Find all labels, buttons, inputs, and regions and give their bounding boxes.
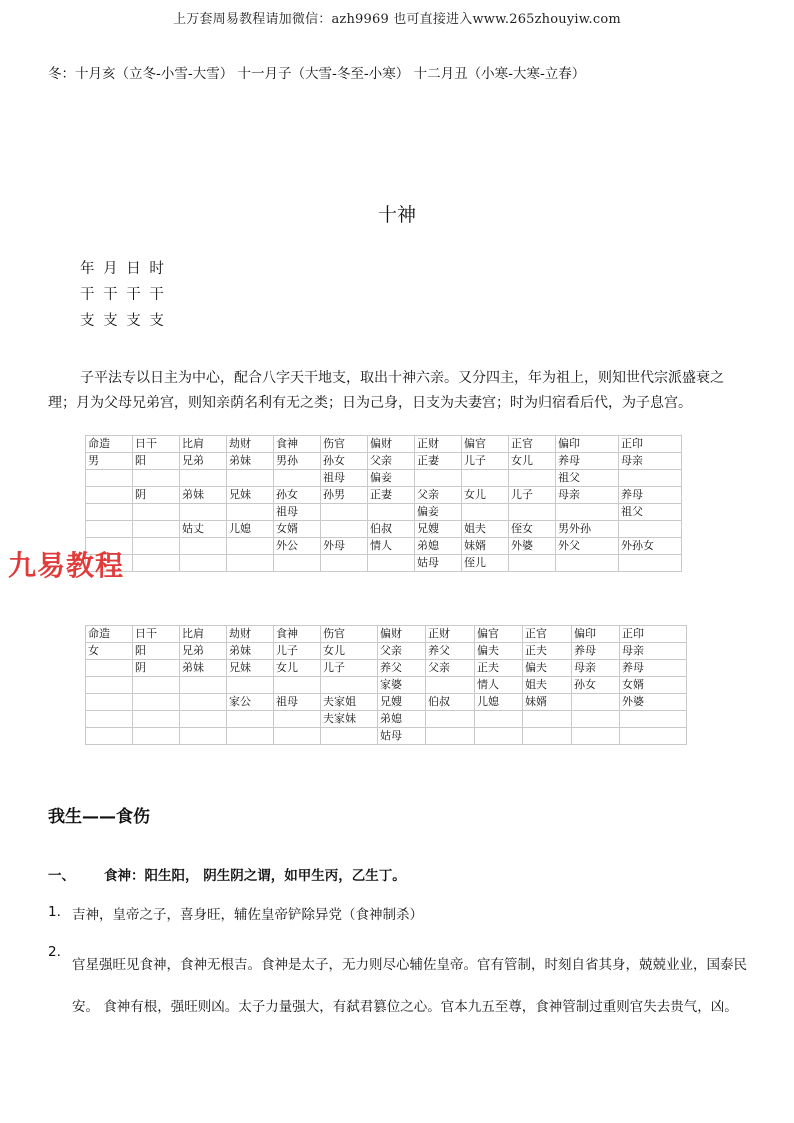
- female-kinship-table: [85, 625, 687, 745]
- table-cell: [133, 711, 180, 728]
- table-cell: 夫家妹: [321, 711, 378, 728]
- table-cell: 孙女: [321, 453, 368, 470]
- table-cell: [133, 470, 180, 487]
- table-cell: [321, 521, 368, 538]
- table-cell: [227, 728, 274, 745]
- table-cell: 女儿: [509, 453, 556, 470]
- table-cell: [86, 660, 133, 677]
- table-cell: 父亲: [368, 453, 415, 470]
- table-cell: 兄弟: [180, 453, 227, 470]
- table-cell: [572, 728, 620, 745]
- table-cell: 养母: [556, 453, 619, 470]
- table-cell: 父亲: [378, 643, 426, 660]
- table-cell: [475, 728, 523, 745]
- pillars-row-stem: 干 干 干 干: [80, 287, 166, 303]
- pillars-row-position: 年 月 日 时: [80, 261, 166, 277]
- table-cell: [133, 677, 180, 694]
- four-pillars-block: [80, 256, 166, 334]
- table-cell: [368, 504, 415, 521]
- table-cell: [321, 555, 368, 572]
- table-cell: [462, 470, 509, 487]
- table-cell: 弟妹: [227, 643, 274, 660]
- table-cell: 外母: [321, 538, 368, 555]
- table-cell: [227, 711, 274, 728]
- table-row: [86, 555, 682, 572]
- table-cell: [509, 555, 556, 572]
- table-row: [86, 677, 687, 694]
- table-cell: 养母: [572, 643, 620, 660]
- table-cell: 外公: [274, 538, 321, 555]
- table-cell: 母亲: [556, 487, 619, 504]
- table-cell: 偏妾: [415, 504, 462, 521]
- table-header-cell: 日干: [133, 436, 180, 453]
- table-cell: 男外孙: [556, 521, 619, 538]
- table-cell: 男孙: [274, 453, 321, 470]
- table-row: [86, 694, 687, 711]
- table-cell: 家公: [227, 694, 274, 711]
- list-item-number: 2.: [48, 944, 61, 960]
- table-cell: [86, 487, 133, 504]
- sub-heading-number: 一、: [48, 868, 75, 884]
- table-cell: 妹婿: [523, 694, 572, 711]
- table-header-row: [86, 436, 682, 453]
- sub-heading-text: 食神：阳生阳， 阴生阴之谓，如甲生丙，乙生丁。: [104, 868, 406, 884]
- table-cell: [227, 677, 274, 694]
- table-cell: [133, 521, 180, 538]
- table-header-cell: 比肩: [180, 626, 227, 643]
- table-cell: 外婆: [620, 694, 687, 711]
- table-cell: [523, 711, 572, 728]
- table-cell: [227, 555, 274, 572]
- table-cell: 情人: [475, 677, 523, 694]
- table-header-cell: 伤官: [321, 626, 378, 643]
- table-cell: 孙女: [274, 487, 321, 504]
- table-cell: [556, 555, 619, 572]
- male-kinship-table: [85, 435, 682, 572]
- table-cell: [274, 470, 321, 487]
- table-cell: [180, 470, 227, 487]
- intro-paragraph: 子平法专以日主为中心，配合八字天干地支，取出十神六亲。又分四主，年为祖上，则知世代宗派盛衰之理；月为父母兄弟宫，则知亲荫名利有无之类；日为己身，日支为夫妻宫；时为归宿看后代，为子息宫。: [48, 370, 724, 411]
- table-cell: 外婆: [509, 538, 556, 555]
- table-cell: 姑丈: [180, 521, 227, 538]
- table-cell: [619, 555, 682, 572]
- table-cell: [227, 470, 274, 487]
- table-cell: 偏妾: [368, 470, 415, 487]
- table-cell: [509, 504, 556, 521]
- table-cell: 父亲: [426, 660, 475, 677]
- table-cell: 女儿: [321, 643, 378, 660]
- table-cell: 姐夫: [523, 677, 572, 694]
- table-cell: 母亲: [620, 643, 687, 660]
- table-cell: 女婿: [620, 677, 687, 694]
- section-title: 我生——食伤: [48, 807, 150, 827]
- table-cell: 正妻: [415, 453, 462, 470]
- table-cell: 儿子: [462, 453, 509, 470]
- table-cell: 正夫: [523, 643, 572, 660]
- table-cell: 儿子: [509, 487, 556, 504]
- table-cell: 妹婿: [462, 538, 509, 555]
- table-cell: 弟妹: [180, 660, 227, 677]
- table-row: [86, 728, 687, 745]
- table-cell: [509, 470, 556, 487]
- table-cell: [620, 711, 687, 728]
- table-header-cell: 正印: [619, 436, 682, 453]
- table-cell: 姐夫: [462, 521, 509, 538]
- list-item-text: 官星强旺见食神，食神无根吉。食神是太子，无力则尽心辅佐皇帝。官有管制，时刻自省其身，兢兢业业，国泰民安。 食神有根，强旺则凶。太子力量强大，有弑君篡位之心。官本九五至尊，食神管制过重则官失去贵气，凶。: [72, 957, 747, 1015]
- table-header-cell: 偏官: [475, 626, 523, 643]
- table-cell: [462, 504, 509, 521]
- winter-months-line: 冬：十月亥（立冬-小雪-大雪） 十一月子（大雪-冬至-小寒） 十二月丑（小寒-大寒-立春）: [48, 66, 586, 82]
- table-header-cell: 正财: [426, 626, 475, 643]
- table-cell: [321, 728, 378, 745]
- table-cell: 女: [86, 643, 133, 660]
- table-cell: [321, 677, 378, 694]
- list-item-number: 1.: [48, 904, 61, 920]
- table-cell: [426, 728, 475, 745]
- table-cell: 孙男: [321, 487, 368, 504]
- table-cell: 伯叔: [368, 521, 415, 538]
- table-cell: [321, 504, 368, 521]
- table-cell: 男: [86, 453, 133, 470]
- pillars-row-branch: 支 支 支 支: [80, 313, 166, 329]
- table-header-cell: 正官: [523, 626, 572, 643]
- table-cell: 儿媳: [227, 521, 274, 538]
- page-title: 十神: [377, 204, 416, 226]
- table-cell: [227, 538, 274, 555]
- list-item-text: 吉神，皇帝之子，喜身旺，辅佐皇帝铲除异党（食神制杀）: [72, 907, 423, 923]
- table-cell: 姑母: [415, 555, 462, 572]
- table-cell: 儿媳: [475, 694, 523, 711]
- table-cell: [619, 470, 682, 487]
- list-item: [48, 944, 758, 1028]
- table-cell: [572, 711, 620, 728]
- table-cell: [180, 504, 227, 521]
- table-header-cell: 食神: [274, 626, 321, 643]
- table-cell: 姑母: [378, 728, 426, 745]
- table-row: [86, 504, 682, 521]
- table-header-cell: 偏印: [572, 626, 620, 643]
- table-row: [86, 643, 687, 660]
- table-cell: [620, 728, 687, 745]
- table-cell: 家婆: [378, 677, 426, 694]
- table-cell: 正夫: [475, 660, 523, 677]
- table-cell: [86, 728, 133, 745]
- table-cell: [86, 677, 133, 694]
- table-cell: 养父: [378, 660, 426, 677]
- table-cell: 祖父: [556, 470, 619, 487]
- table-cell: 兄妹: [227, 660, 274, 677]
- table-cell: [475, 711, 523, 728]
- sub-heading: [48, 864, 406, 884]
- table-cell: 女婿: [274, 521, 321, 538]
- table-row: [86, 453, 682, 470]
- table-cell: 外孙女: [619, 538, 682, 555]
- table-cell: 养母: [619, 487, 682, 504]
- table-header-cell: 偏财: [378, 626, 426, 643]
- table-cell: 侄儿: [462, 555, 509, 572]
- table-cell: [368, 555, 415, 572]
- table-cell: [556, 504, 619, 521]
- table-row: [86, 711, 687, 728]
- table-cell: [619, 521, 682, 538]
- table-header-cell: 偏印: [556, 436, 619, 453]
- table-cell: 兄妹: [227, 487, 274, 504]
- table-cell: 弟媳: [415, 538, 462, 555]
- table-header-cell: 伤官: [321, 436, 368, 453]
- table-cell: 兄嫂: [378, 694, 426, 711]
- table-cell: [274, 677, 321, 694]
- table-header-cell: 劫财: [227, 626, 274, 643]
- table-cell: [133, 728, 180, 745]
- table-header-cell: 命造: [86, 626, 133, 643]
- table-cell: [426, 677, 475, 694]
- table-cell: 女儿: [462, 487, 509, 504]
- table-cell: 偏夫: [523, 660, 572, 677]
- table-cell: 养母: [620, 660, 687, 677]
- list-item: [48, 904, 758, 926]
- table-cell: [227, 504, 274, 521]
- watermark-logo-text: 九易教程: [8, 549, 125, 582]
- page-header-banner: 上万套周易教程请加微信：azh9969 也可直接进入www.265zhouyiw.com: [173, 12, 621, 27]
- table-cell: [180, 711, 227, 728]
- table-header-cell: 正印: [620, 626, 687, 643]
- table-cell: [274, 728, 321, 745]
- table-cell: [133, 504, 180, 521]
- table-header-cell: 偏官: [462, 436, 509, 453]
- table-cell: [180, 538, 227, 555]
- table-cell: 母亲: [619, 453, 682, 470]
- table-cell: [274, 711, 321, 728]
- table-cell: 伯叔: [426, 694, 475, 711]
- table-header-cell: 比肩: [180, 436, 227, 453]
- table-cell: 母亲: [572, 660, 620, 677]
- table-cell: 阴: [133, 487, 180, 504]
- table-cell: 祖母: [274, 504, 321, 521]
- table-cell: 阳: [133, 453, 180, 470]
- table-cell: 兄弟: [180, 643, 227, 660]
- table-cell: 祖母: [274, 694, 321, 711]
- table-cell: [572, 694, 620, 711]
- table-cell: 外父: [556, 538, 619, 555]
- table-cell: 儿子: [274, 643, 321, 660]
- table-row: [86, 521, 682, 538]
- table-header-cell: 食神: [274, 436, 321, 453]
- table-cell: [133, 538, 180, 555]
- table-header-cell: 正财: [415, 436, 462, 453]
- table-cell: [133, 694, 180, 711]
- table-row: [86, 470, 682, 487]
- table-cell: [523, 728, 572, 745]
- table-cell: 情人: [368, 538, 415, 555]
- table-cell: 兄嫂: [415, 521, 462, 538]
- table-cell: 阴: [133, 660, 180, 677]
- table-cell: 阳: [133, 643, 180, 660]
- table-cell: 孙女: [572, 677, 620, 694]
- table-cell: [86, 504, 133, 521]
- table-cell: [180, 694, 227, 711]
- table-cell: 弟媳: [378, 711, 426, 728]
- table-cell: [180, 677, 227, 694]
- table-header-row: [86, 626, 687, 643]
- table-cell: [415, 470, 462, 487]
- table-cell: 养父: [426, 643, 475, 660]
- table-cell: 偏夫: [475, 643, 523, 660]
- table-header-cell: 日干: [133, 626, 180, 643]
- table-cell: [86, 711, 133, 728]
- table-cell: 弟妹: [180, 487, 227, 504]
- table-header-cell: 正官: [509, 436, 556, 453]
- table-cell: 正妻: [368, 487, 415, 504]
- table-header-cell: 命造: [86, 436, 133, 453]
- table-cell: 侄女: [509, 521, 556, 538]
- table-cell: 儿子: [321, 660, 378, 677]
- table-row: [86, 538, 682, 555]
- table-cell: 父亲: [415, 487, 462, 504]
- table-cell: [274, 555, 321, 572]
- table-cell: [86, 694, 133, 711]
- table-header-cell: 劫财: [227, 436, 274, 453]
- table-row: [86, 487, 682, 504]
- table-cell: 祖母: [321, 470, 368, 487]
- table-cell: [180, 728, 227, 745]
- table-cell: [426, 711, 475, 728]
- table-header-cell: 偏财: [368, 436, 415, 453]
- numbered-list: [48, 904, 758, 1028]
- table-cell: 女儿: [274, 660, 321, 677]
- table-cell: 夫家姐: [321, 694, 378, 711]
- table-cell: [180, 555, 227, 572]
- table-cell: 弟妹: [227, 453, 274, 470]
- table-cell: [86, 521, 133, 538]
- table-cell: 祖父: [619, 504, 682, 521]
- table-cell: [133, 555, 180, 572]
- table-row: [86, 660, 687, 677]
- table-cell: [86, 470, 133, 487]
